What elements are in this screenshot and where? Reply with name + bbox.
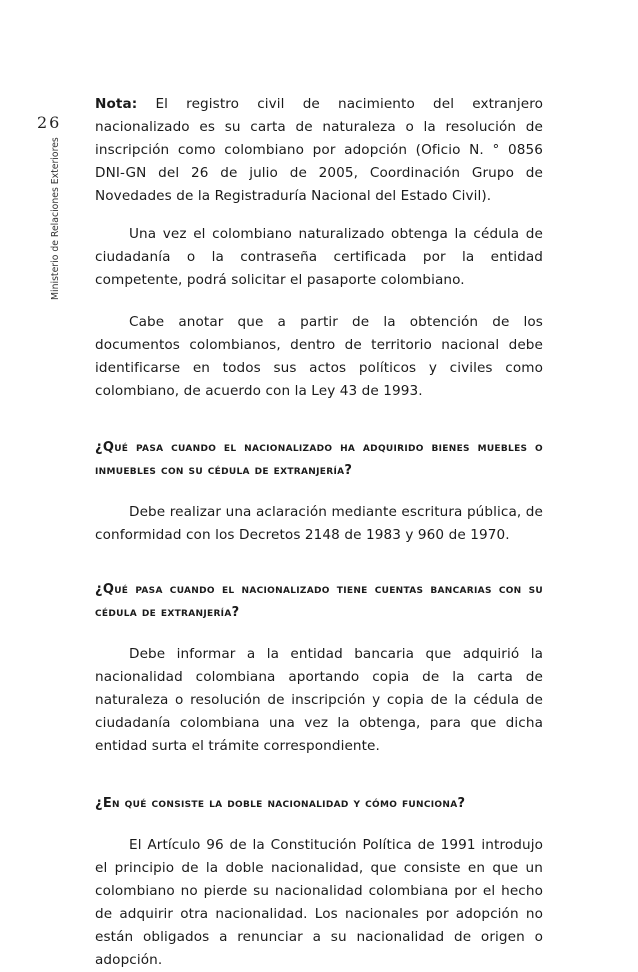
page-number: 26 [37,113,62,132]
note-paragraph [95,93,543,208]
note-label: Nota: [95,96,138,112]
section-heading-bank-accounts: ¿Qué pasa cuando el nacionalizado tiene cuentas bancarias con su cédula de extranjería? [95,582,543,620]
section-body-property: Debe realizar una aclaración mediante escritura pública, de conformidad con los Decretos 2148 de 1983 y 960 de 1970. [95,504,543,543]
section-heading-property: ¿Qué pasa cuando el nacionalizado ha adquirido bienes muebles o inmuebles con su cédula de extranjería? [95,440,543,478]
ministry-side-label: Ministerio de Relaciones Exteriores [50,137,61,300]
note-text: El registro civil de nacimiento del extranjero nacionalizado es su carta de naturaleza o la resolución de inscripción como colombiano por adopción (Oficio N. ° 0856 DNI-GN del 26 de julio de 2005, Coordinación Grupo de Novedades de la Registraduría Nacional del Estado Civil). [95,96,543,204]
identification-paragraph: Cabe anotar que a partir de la obtención de los documentos colombianos, dentro de territorio nacional debe identificarse en todos sus actos políticos y civiles como colombiano, de acuerdo con la Ley 43 de 1993. [95,314,543,399]
page-content [95,93,543,972]
passport-paragraph: Una vez el colombiano naturalizado obtenga la cédula de ciudadanía o la contraseña certificada por la entidad competente, podrá solicitar el pasaporte colombiano. [95,226,543,288]
section-body-bank-accounts: Debe informar a la entidad bancaria que adquirió la nacionalidad colombiana aportando copia de la carta de naturaleza o resolución de inscripción y copia de la cédula de ciudadanía colombiana una vez la obtenga, para que dicha entidad surta el trámite correspondiente. [95,646,543,754]
section-heading-dual-nationality: ¿En qué consiste la doble nacionalidad y cómo funciona? [95,796,466,811]
section-body-dual-nationality: El Artículo 96 de la Constitución Política de 1991 introdujo el principio de la doble nacionalidad, que consiste en que un colombiano no pierde su nacionalidad colombiana por el hecho de adquirir otra nacionalidad. Los nacionales por adopción no están obligados a renunciar a su nacionalidad de origen o adopción. [95,837,543,968]
